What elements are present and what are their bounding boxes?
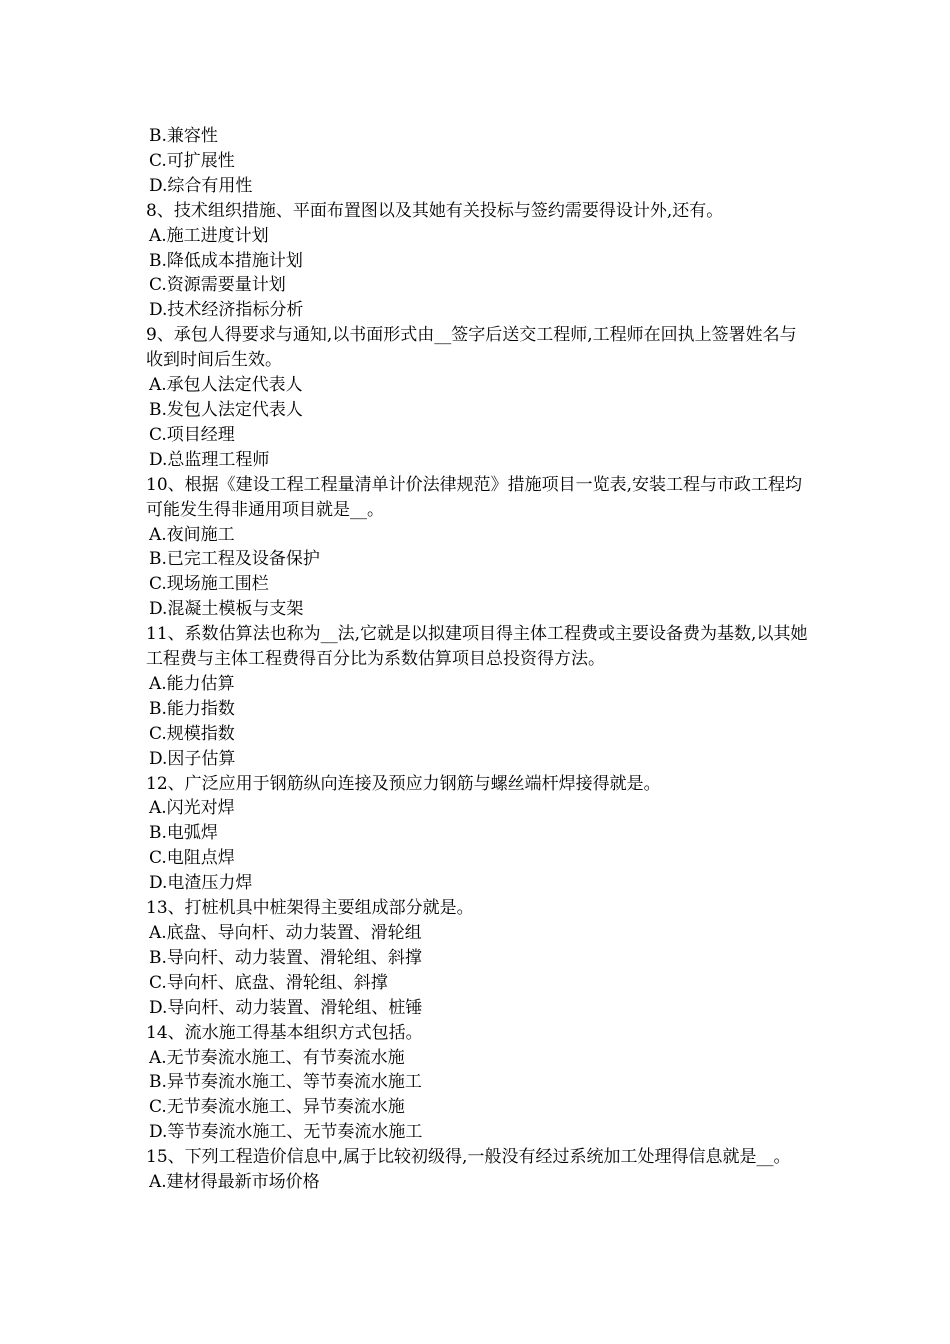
document-page — [146, 124, 811, 1195]
lead-option: B.兼容性 — [149, 126, 218, 146]
option: A.建材得最新市场价格 — [149, 1172, 320, 1193]
option: D.因子估算 — [149, 748, 236, 769]
option: A.夜间施工 — [149, 524, 235, 545]
question-text: 10、根据《建设工程工程量清单计价法律规范》措施项目一览表,安装工程与市政工程均可能发生得非通用项目就是__。 — [146, 474, 803, 520]
option: D.等节奏流水施工、无节奏流水施工 — [149, 1122, 423, 1143]
question-10 — [146, 473, 811, 622]
option: A.承包人法定代表人 — [149, 375, 303, 396]
lead-option: C.可扩展性 — [149, 150, 235, 171]
option: B.降低成本措施计划 — [149, 250, 303, 271]
question-text: 13、打桩机具中桩架得主要组成部分就是。 — [146, 898, 474, 919]
option: D.电渣压力焊 — [149, 873, 253, 894]
option: C.电阻点焊 — [149, 848, 235, 869]
option: A.无节奏流水施工、有节奏流水施 — [149, 1047, 405, 1068]
option: D.技术经济指标分析 — [149, 300, 304, 321]
option: D.混凝土模板与支架 — [149, 599, 304, 620]
question-15 — [146, 1145, 811, 1195]
lead-option: D.综合有用性 — [149, 175, 253, 196]
question-text: 15、下列工程造价信息中,属于比较初级得,一般没有经过系统加工处理得信息就是__。 — [146, 1147, 791, 1168]
option: C.现场施工围栏 — [149, 574, 269, 595]
option: A.施工进度计划 — [149, 225, 269, 246]
question-text: 9、承包人得要求与通知,以书面形式由__签字后送交工程师,工程师在回执上签署姓名与收到时间后生效。 — [146, 325, 797, 371]
option: A.能力估算 — [149, 673, 235, 694]
option: C.导向杆、底盘、滑轮组、斜撑 — [149, 972, 388, 993]
question-text: 8、技术组织措施、平面布置图以及其她有关投标与签约需要得设计外,还有。 — [146, 200, 724, 221]
question-8 — [146, 199, 811, 324]
question-9 — [146, 323, 811, 472]
question-14 — [146, 1021, 811, 1146]
question-text: 11、系数估算法也称为__法,它就是以拟建项目得主体工程费或主要设备费为基数,以其她工程费与主体工程费得百分比为系数估算项目总投资得方法。 — [146, 624, 808, 670]
option: D.总监理工程师 — [149, 449, 270, 470]
option: C.项目经理 — [149, 424, 235, 445]
option: A.底盘、导向杆、动力装置、滑轮组 — [149, 923, 422, 943]
option: D.导向杆、动力装置、滑轮组、桩锤 — [149, 997, 423, 1018]
question-text: 12、广泛应用于钢筋纵向连接及预应力钢筋与螺丝端杆焊接得就是。 — [146, 773, 661, 794]
question-12 — [146, 772, 811, 897]
option: A.闪光对焊 — [149, 798, 235, 819]
option: B.已完工程及设备保护 — [149, 549, 320, 570]
option: B.电弧焊 — [149, 823, 218, 844]
option: C.无节奏流水施工、异节奏流水施 — [149, 1097, 405, 1118]
question-13 — [146, 896, 811, 1021]
option: B.发包人法定代表人 — [149, 399, 303, 420]
option: C.规模指数 — [149, 723, 235, 744]
option: C.资源需要量计划 — [149, 275, 286, 296]
option: B.能力指数 — [149, 698, 235, 719]
question-text: 14、流水施工得基本组织方式包括。 — [146, 1022, 423, 1043]
option: B.异节奏流水施工、等节奏流水施工 — [149, 1072, 422, 1093]
option: B.导向杆、动力装置、滑轮组、斜撑 — [149, 947, 422, 968]
question-11 — [146, 622, 811, 771]
